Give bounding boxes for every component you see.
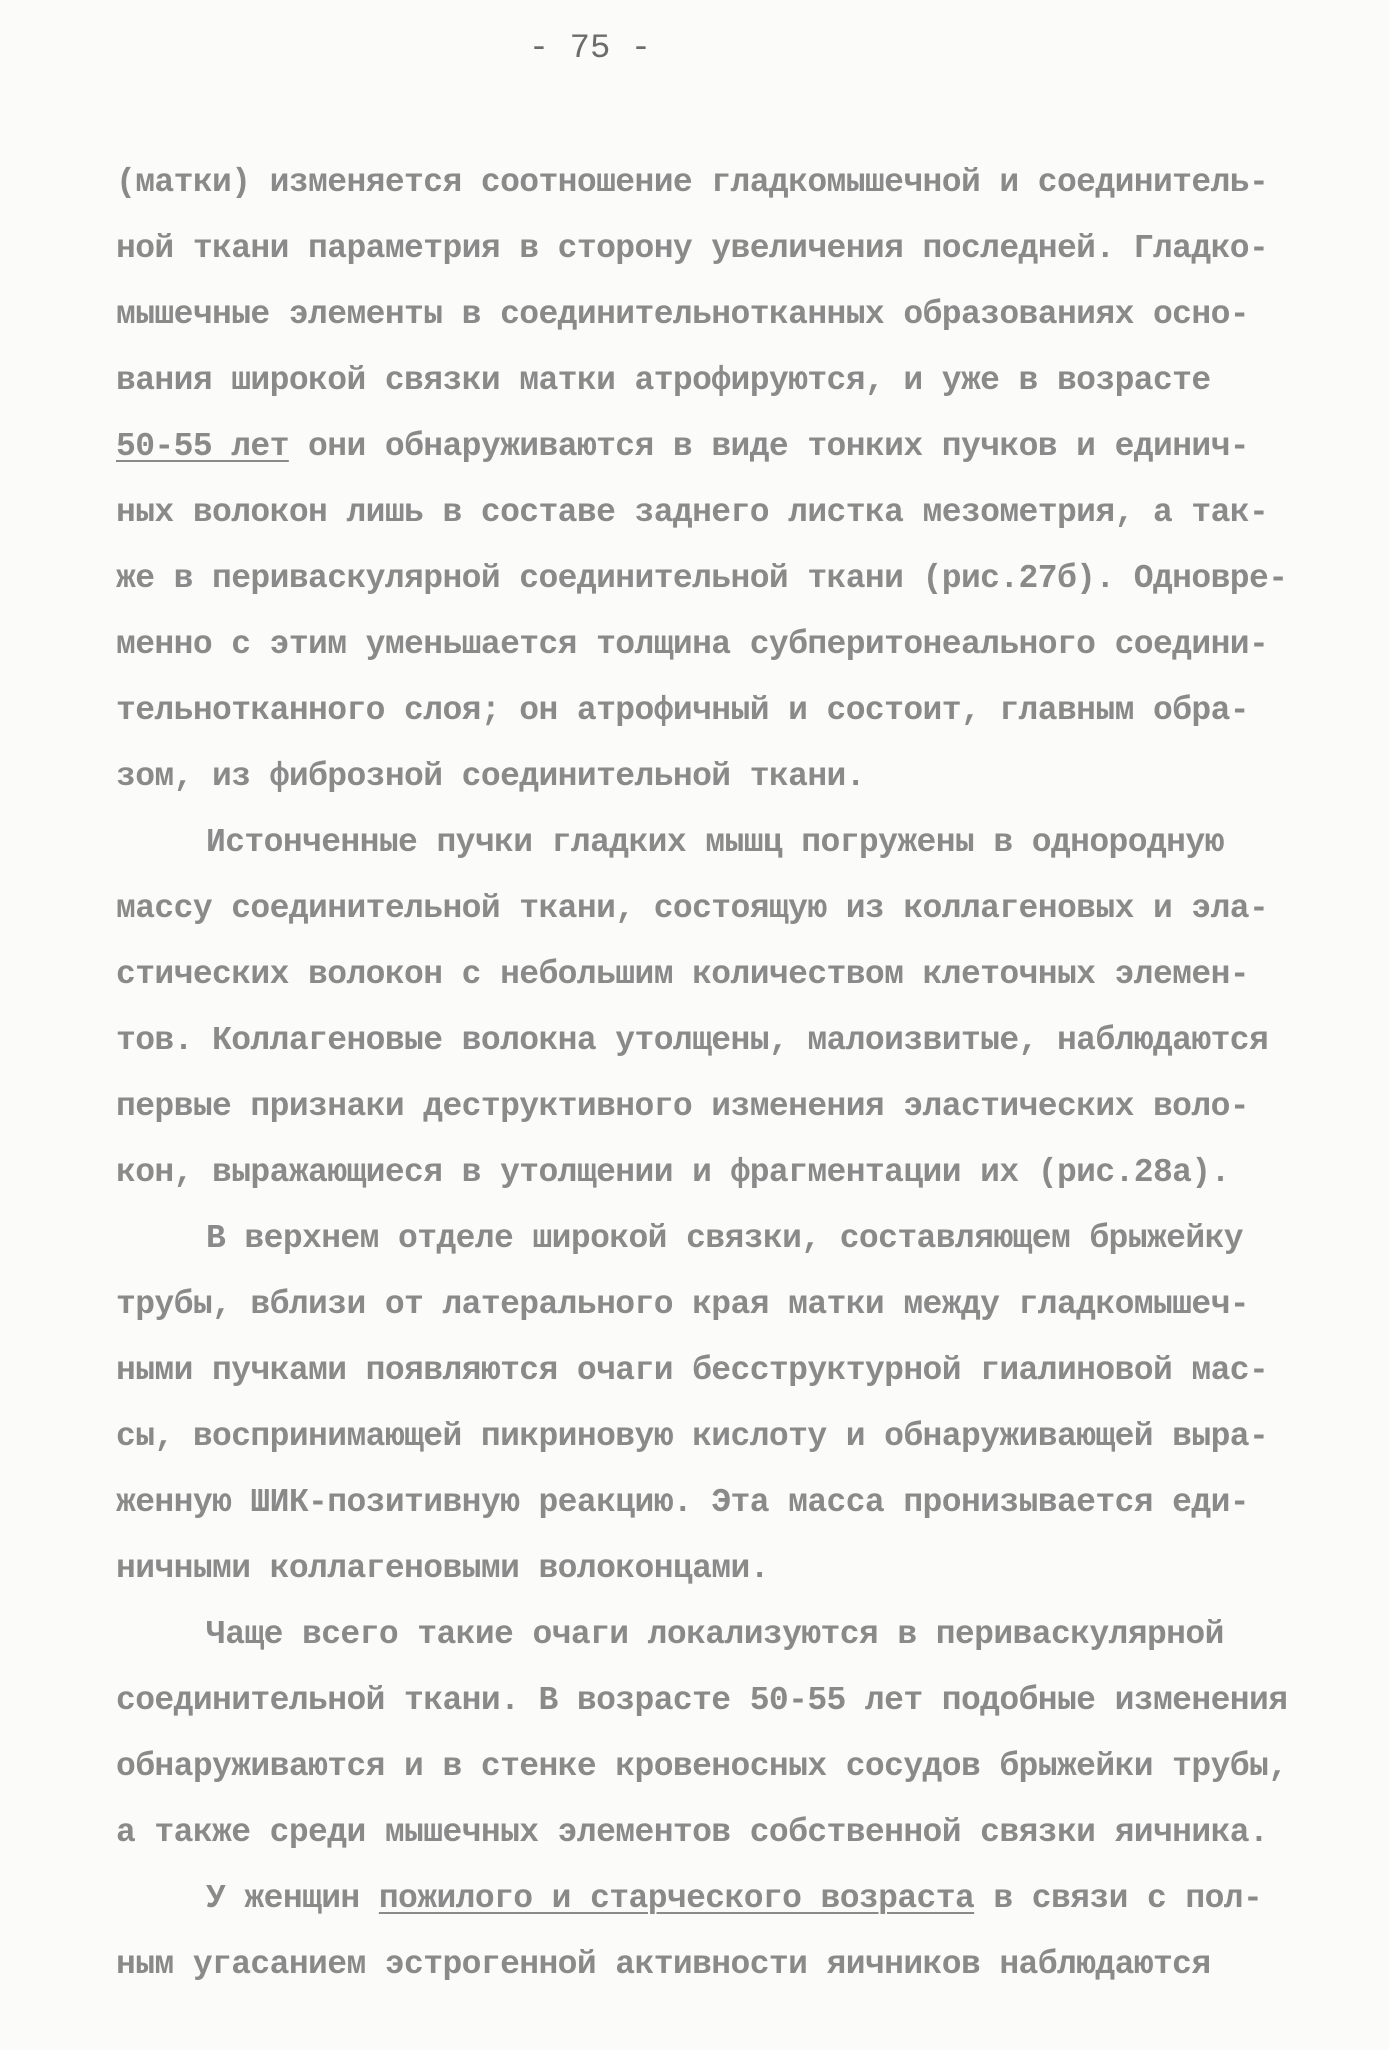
text-line: тельнотканного слоя; он атрофичный и состоит, главным обра- (116, 692, 1249, 729)
text-fragment: они обнаруживаются в виде тонких пучков и единич- (288, 428, 1250, 465)
text-line: ной ткани параметрия в сторону увеличения последней. Гладко- (116, 230, 1269, 267)
text-line: соединительной ткани. В возрасте 50-55 лет подобные изменения (116, 1682, 1288, 1719)
text-fragment: в связи с пол- (974, 1880, 1263, 1917)
paragraph-start-line: Истонченные пучки гладких мышц погружены в однородную (206, 824, 1224, 861)
paragraph-start-line (116, 1866, 1291, 1932)
text-line: стических волокон с небольшим количеством клеточных элемен- (116, 956, 1249, 993)
text-line: (матки) изменяется соотношение гладкомышечной и соединитель- (116, 164, 1269, 201)
text-line: же в периваскулярной соединительной ткани (рис.27б). Одновре- (116, 560, 1288, 597)
text-line: мышечные элементы в соединительнотканных образованиях осно- (116, 296, 1249, 333)
underlined-age-phrase: пожилого и старческого возраста (378, 1880, 975, 1917)
text-line: менно с этим уменьшается толщина субперитонеального соедини- (116, 626, 1269, 663)
text-line: вания широкой связки матки атрофируются, и уже в возрасте (116, 362, 1211, 399)
text-line: массу соединительной ткани, состоящую из коллагеновых и эла- (116, 890, 1269, 927)
text-line: женную ШИК-позитивную реакцию. Эта масса пронизывается еди- (116, 1484, 1249, 1521)
text-line: сы, воспринимающей пикриновую кислоту и обнаруживающей выра- (116, 1418, 1269, 1455)
text-line: первые признаки деструктивного изменения эластических воло- (116, 1088, 1249, 1125)
text-line: обнаруживаются и в стенке кровеносных сосудов брыжейки трубы, (116, 1748, 1288, 1785)
text-line: ничными коллагеновыми волоконцами. (116, 1550, 769, 1587)
text-line: тов. Коллагеновые волокна утолщены, малоизвитые, наблюдаются (116, 1022, 1269, 1059)
text-fragment: У женщин (206, 1880, 379, 1917)
text-line: трубы, вблизи от латерального края матки между гладкомышеч- (116, 1286, 1249, 1323)
text-line: а также среди мышечных элементов собственной связки яичника. (116, 1814, 1269, 1851)
text-line: зом, из фиброзной соединительной ткани. (116, 758, 865, 795)
text-line (116, 414, 1291, 480)
underlined-age-phrase: 50-55 лет (116, 428, 289, 465)
page-number: - 75 - (528, 30, 652, 68)
text-line: ных волокон лишь в составе заднего листка мезометрия, а так- (116, 494, 1269, 531)
paragraph-start-line: В верхнем отделе широкой связки, составляющем брыжейку (206, 1220, 1243, 1257)
text-line: кон, выражающиеся в утолщении и фрагментации их (рис.28а). (116, 1154, 1230, 1191)
paragraph-start-line: Чаще всего такие очаги локализуются в периваскулярной (206, 1616, 1224, 1653)
body-text (116, 150, 1291, 1998)
text-line: ными пучками появляются очаги бесструктурной гиалиновой мас- (116, 1352, 1269, 1389)
text-line: ным угасанием эстрогенной активности яичников наблюдаются (116, 1946, 1211, 1983)
